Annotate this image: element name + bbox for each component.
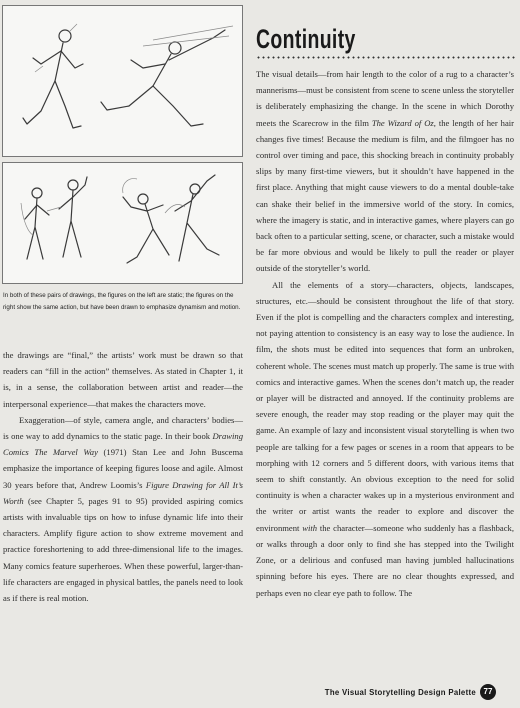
section-heading: Continuity: [256, 24, 356, 54]
paragraph: All the elements of a story—characters, objects, landscapes, structures, etc.—should be consistent throughout the life of that story. Even if the plot is compelling and the characters complex and interesting, not paying attention to consistency is an easy way to lose the audience. In film, the shots must be edited into sequences that form an unbroken, coherent whole. The scenes must match up properly. The same is true with comics and interactive games. When the scenes don’t match up, the reader or player will be distracted and annoyed. If the continuity problems are severe enough, the reader may stop reading or the player may quit the game. An example of lazy and inconsistent visual storytelling is when two people are talking for a few pages or scenes in a room that appears to be morphing with 12 corners and 5 different doors, with various items that seem to shift constantly. An obvious exception to the need for solid continuity is when a character wakes up in a mysterious environment and the writer or artist wants the reader to explore and discover the environment with the character—someone who suddenly has a flashback, or walks through a door only to find she has stepped into the Twilight Zone, or a delirious and confused man having jumbled hallucinations spinning before his eyes. There are no clear thoughts expressed, and perhaps even no clear eye path to follow. The: [256, 279, 514, 598]
running-title: The Visual Storytelling Design Palette: [324, 688, 476, 697]
gesture-figures-sketch-icon: [3, 6, 242, 156]
left-column: [3, 347, 243, 606]
illustration-bottom: [2, 162, 243, 284]
paragraph: The visual details—from hair length to the color of a rug to a character’s mannerisms—must be consistent from scene to scene unless the storyteller is deliberately emphasizing the change. In the scene in which Dorothy meets the Scarecrow in the film The Wizard of Oz, the length of her hair changes five times! Because the medium is film, and the filmgoer has no control over timing and pace, this shocking breach in continuity probably slips by many first-time viewers, but it shouldn’t have happened in the first place. Anything that might cause viewers to do a mental double-take can shake their belief in the immersive world of the story. In comics, where the imagery is static, and in interactive games, where players can go back often to a particular setting, scene, or character, such a mistake would be far more obvious and would be likely to pull the reader or player outside of the storyteller’s world.: [256, 69, 515, 274]
right-column: [256, 66, 514, 601]
page-number: 77: [480, 684, 496, 700]
figure-caption: In both of these pairs of drawings, the figures on the left are static; the figures on the right show the same action, but have been drawn to emphasize dynamism and motion.: [3, 292, 241, 311]
fighting-figures-sketch-icon: [3, 163, 242, 283]
paragraph: Exaggeration—of style, camera angle, and characters’ bodies—is one way to add dynamics to the static page. In their book Drawing Comics The Marvel Way (1971) Stan Lee and John Buscema emphasize the importance of keeping figures loose and agile. Almost 30 years before that, Andrew Loomis’s Figure Drawing for All It’s Worth (see Chapter 5, pages 91 to 95) provided aspiring comics artists with invaluable tips on how to infuse dynamic life into their characters. Amplify figure action to show extreme movement and practice foreshortening to add three-dimensional life to the images. Many comics feature superheroes. When these powerful, larger-than-life characters are engaged in physical battles, the panels need to look as if there is real motion.: [3, 414, 243, 604]
paragraph: the drawings are “final,” the artists’ work must be drawn so that readers can “fill in the action” themselves. As stated in Chapter 1, it is, in a sense, the collaboration between artist and reader—the interpersonal experience—that makes the characters move.: [3, 350, 243, 409]
dotted-rule: [256, 56, 515, 59]
illustration-top: [2, 5, 243, 157]
